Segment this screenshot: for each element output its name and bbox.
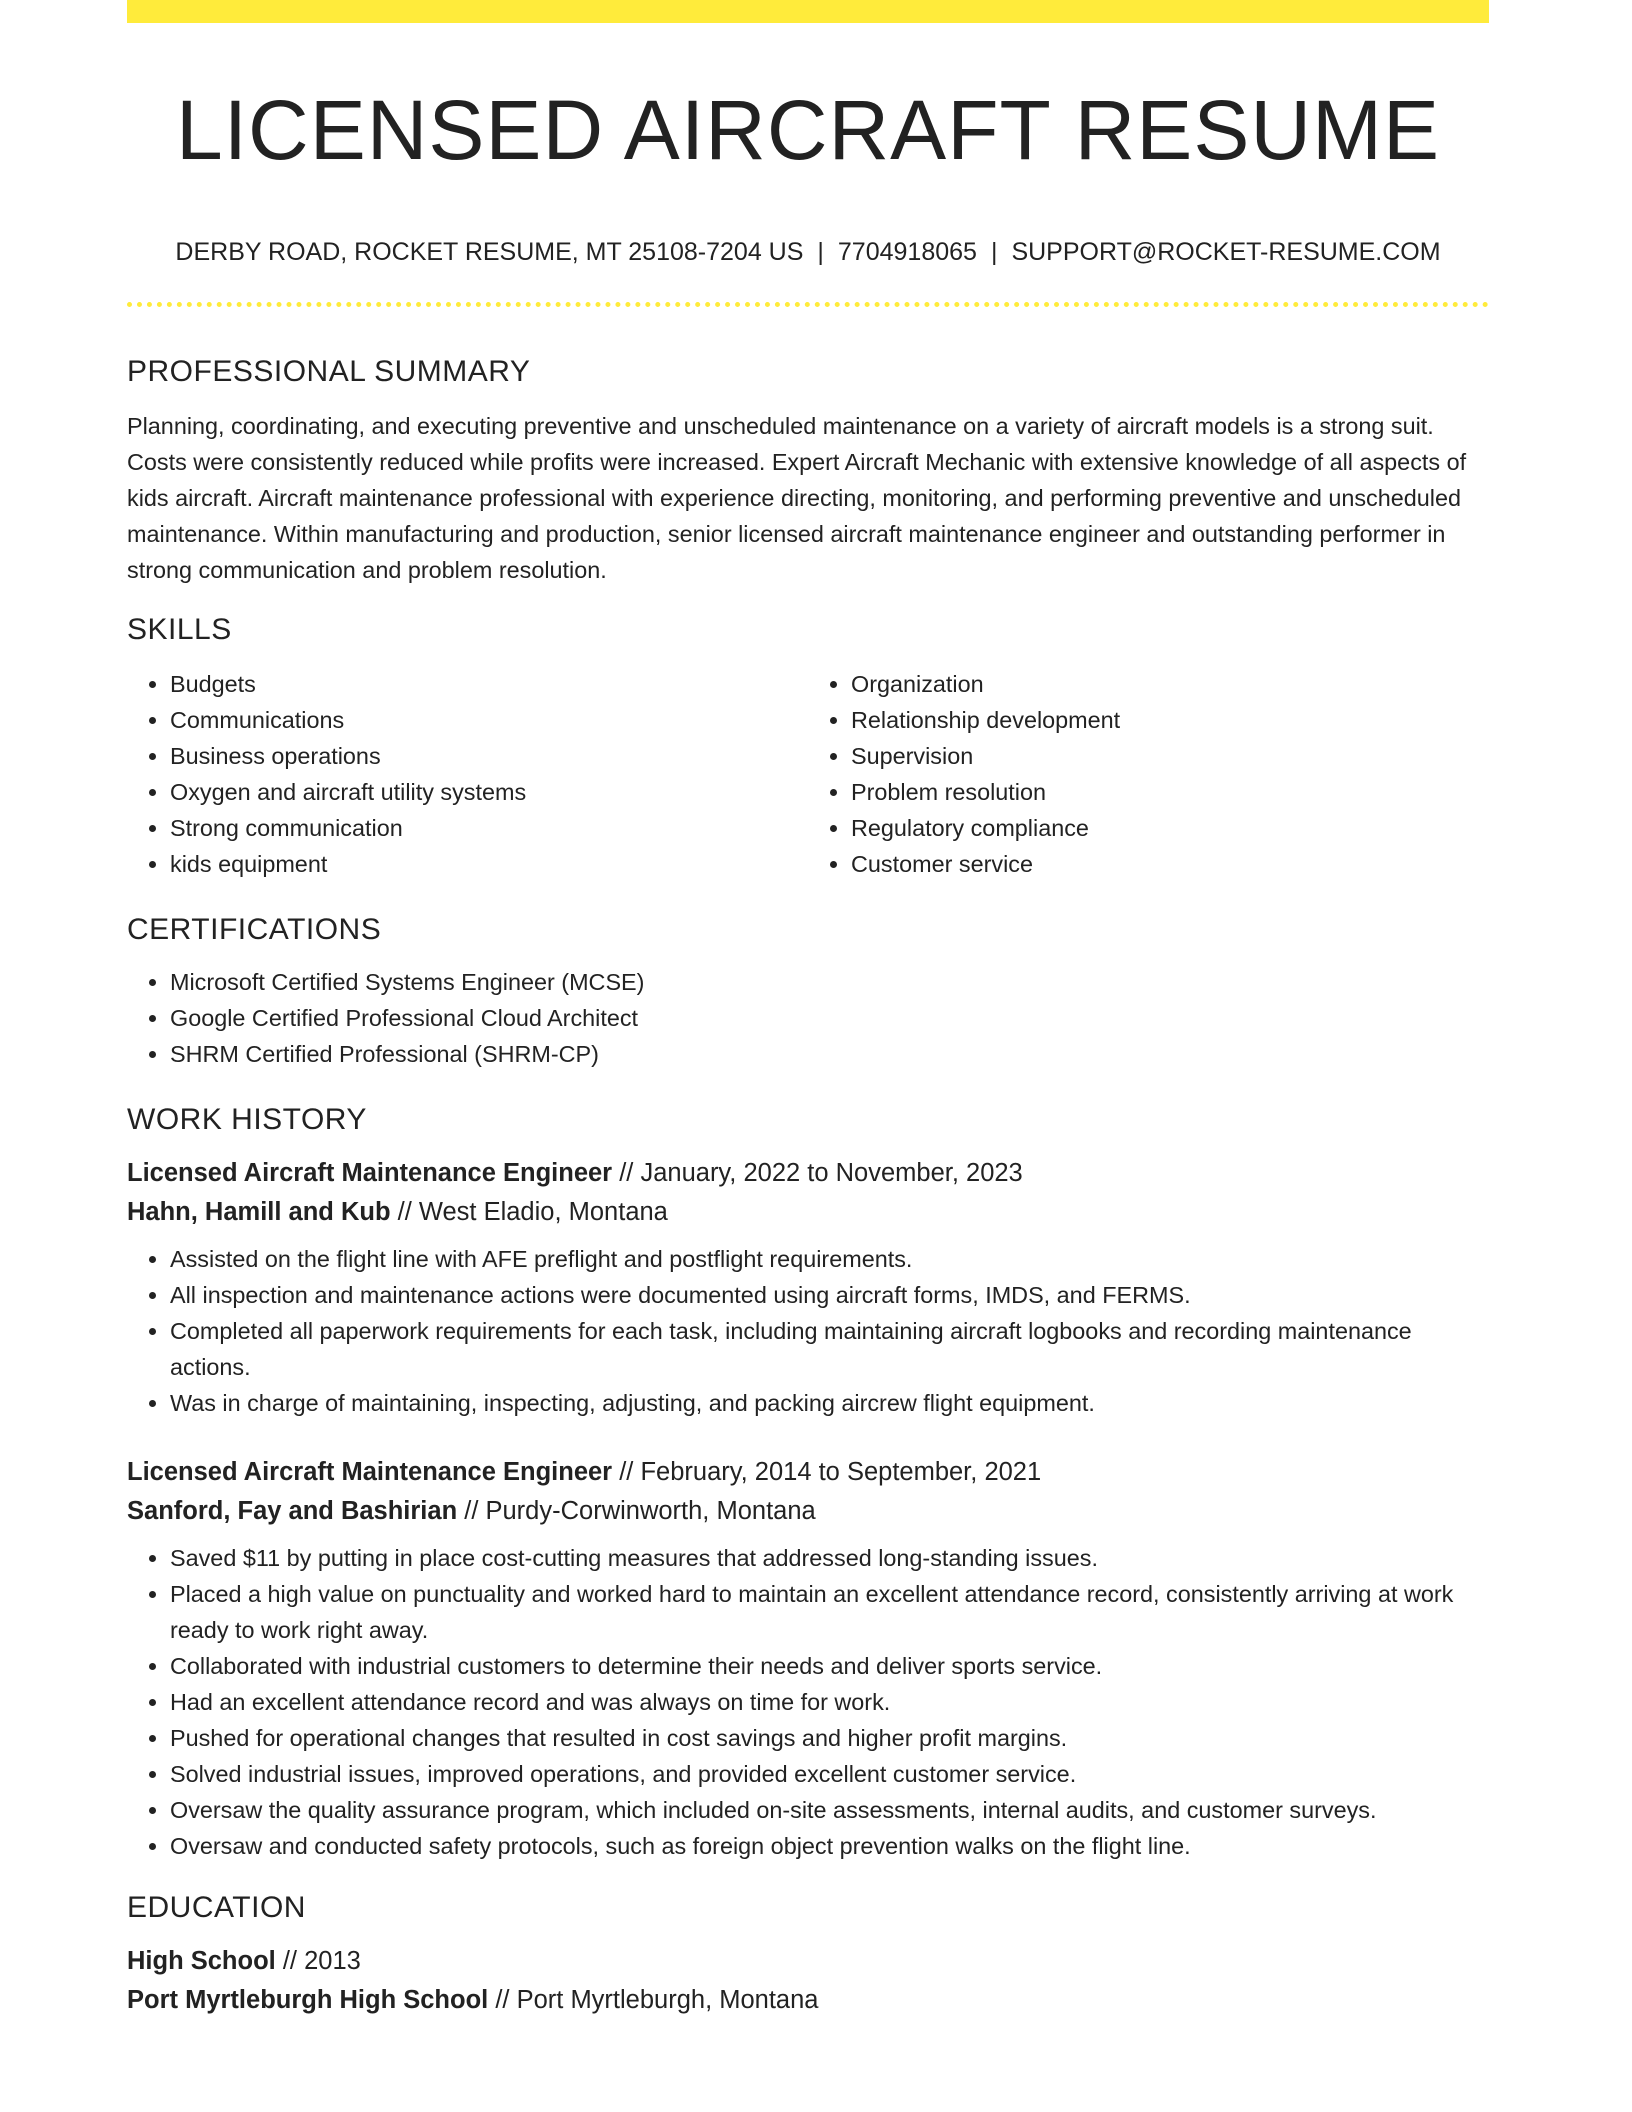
skills-section xyxy=(127,604,1489,882)
skill-item: • Business operations xyxy=(170,738,808,774)
contact-address: DERBY ROAD, ROCKET RESUME, MT 25108-7204 US xyxy=(175,238,804,266)
job-dates: // January, 2022 to November, 2023 xyxy=(612,1159,1023,1187)
skill-item: • kids equipment xyxy=(170,846,808,882)
job-bullet: • Completed all paperwork requirements for each task, including maintaining aircraft logbooks and recording maintenance actions. xyxy=(170,1313,1489,1385)
education-section xyxy=(127,1882,1489,2019)
job-title: Licensed Aircraft Maintenance Engineer xyxy=(127,1159,613,1187)
job-dates: // February, 2014 to September, 2021 xyxy=(612,1458,1042,1486)
skill-item: • Customer service xyxy=(851,846,1489,882)
skill-item: • Communications xyxy=(170,702,808,738)
job-location: // Purdy-Corwinworth, Montana xyxy=(457,1496,816,1525)
job-title-line xyxy=(127,1453,1489,1492)
skill-item: • Regulatory compliance xyxy=(851,810,1489,846)
resume-title: LICENSED AIRCRAFT RESUME xyxy=(175,83,1441,177)
job-company-line xyxy=(127,1193,1489,1232)
education-year: // 2013 xyxy=(275,1947,361,1975)
job-entry xyxy=(127,1453,1489,1864)
job-bullet: • Pushed for operational changes that resulted in cost savings and higher profit margins. xyxy=(170,1720,1489,1756)
job-bullet: • Had an excellent attendance record and was always on time for work. xyxy=(170,1684,1489,1720)
contact-line xyxy=(127,236,1489,268)
contact-email: SUPPORT@ROCKET-RESUME.COM xyxy=(1011,238,1441,266)
education-entry xyxy=(127,1942,1489,2019)
summary-section xyxy=(127,346,1489,588)
job-company: Hahn, Hamill and Kub xyxy=(127,1197,391,1226)
education-degree: High School xyxy=(127,1947,276,1975)
education-degree-line xyxy=(127,1942,1489,1981)
job-bullet: • Solved industrial issues, improved operations, and provided excellent customer service. xyxy=(170,1756,1489,1792)
skills-list-right xyxy=(808,666,1489,882)
summary-text: Planning, coordinating, and executing preventive and unscheduled maintenance on a variety of aircraft models is a strong suit. Costs were consistently reduced while profits were increased. Expert Aircraft Mechanic with extensive knowledge of all aspects of kids aircraft. Aircraft maintenance professional with experience directing, monitoring, and performing preventive and unscheduled maintenance. Within manufacturing and production, senior licensed aircraft maintenance engineer and outstanding performer in strong communication and problem resolution. xyxy=(127,413,1467,583)
certifications-list xyxy=(127,964,1489,1072)
job-company-line xyxy=(127,1492,1489,1531)
job-bullet: • Oversaw and conducted safety protocols, such as foreign object prevention walks on the flight line. xyxy=(170,1828,1489,1864)
job-bullets xyxy=(127,1540,1489,1864)
work-history-heading: WORK HISTORY xyxy=(127,1103,367,1136)
contact-separator: | xyxy=(990,238,998,266)
job-bullet: • Assisted on the flight line with AFE preflight and postflight requirements. xyxy=(170,1241,1489,1277)
skills-grid xyxy=(127,656,1489,882)
skill-item: • Oxygen and aircraft utility systems xyxy=(170,774,808,810)
skill-item: • Problem resolution xyxy=(851,774,1489,810)
education-school: Port Myrtleburgh High School xyxy=(127,1985,489,2014)
certification-item: • Google Certified Professional Cloud Architect xyxy=(170,1000,1489,1036)
accent-top-bar xyxy=(127,0,1489,23)
dotted-divider xyxy=(127,302,1489,307)
education-heading: EDUCATION xyxy=(127,1891,306,1924)
contact-separator: | xyxy=(817,238,824,266)
education-location: // Port Myrtleburgh, Montana xyxy=(488,1985,819,2014)
skills-heading: SKILLS xyxy=(127,613,232,646)
job-bullets xyxy=(127,1241,1489,1421)
job-bullet: • Was in charge of maintaining, inspecting, adjusting, and packing aircrew flight equipment. xyxy=(170,1385,1489,1421)
certifications-heading: CERTIFICATIONS xyxy=(127,913,382,946)
skill-item: • Supervision xyxy=(851,738,1489,774)
job-bullet: • Collaborated with industrial customers to determine their needs and deliver sports service. xyxy=(170,1648,1489,1684)
certifications-section xyxy=(127,904,1489,1072)
job-location: // West Eladio, Montana xyxy=(390,1197,668,1226)
skills-list-left xyxy=(127,666,808,882)
job-bullet: • Placed a high value on punctuality and worked hard to maintain an excellent attendance record, consistently arriving at work ready to work right away. xyxy=(170,1576,1489,1648)
skill-item: • Organization xyxy=(851,666,1489,702)
job-bullet: • Saved $11 by putting in place cost-cutting measures that addressed long-standing issues. xyxy=(170,1540,1489,1576)
job-title-line xyxy=(127,1154,1489,1193)
job-entry xyxy=(127,1154,1489,1421)
job-bullet: • Oversaw the quality assurance program, which included on-site assessments, internal audits, and customer surveys. xyxy=(170,1792,1489,1828)
work-history-section xyxy=(127,1094,1489,1864)
summary-heading: PROFESSIONAL SUMMARY xyxy=(127,355,531,388)
skill-item: • Budgets xyxy=(170,666,808,702)
resume-content xyxy=(127,346,1489,2019)
education-school-line xyxy=(127,1981,1489,2020)
job-bullet: • All inspection and maintenance actions were documented using aircraft forms, IMDS, and FERMS. xyxy=(170,1277,1489,1313)
skill-item: • Strong communication xyxy=(170,810,808,846)
contact-phone: 7704918065 xyxy=(837,238,977,266)
job-title: Licensed Aircraft Maintenance Engineer xyxy=(127,1458,613,1486)
skill-item: • Relationship development xyxy=(851,702,1489,738)
certification-item: • SHRM Certified Professional (SHRM-CP) xyxy=(170,1036,1489,1072)
job-company: Sanford, Fay and Bashirian xyxy=(127,1496,458,1525)
certification-item: • Microsoft Certified Systems Engineer (MCSE) xyxy=(170,964,1489,1000)
